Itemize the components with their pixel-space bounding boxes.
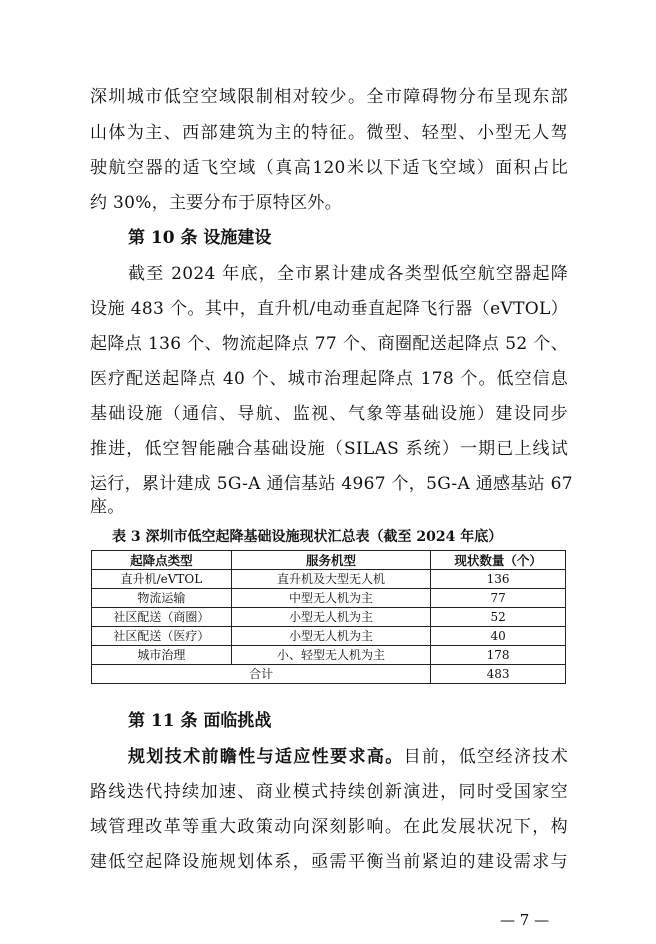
paragraph-1-line-2: 山体为主、西部建筑为主的特征。微型、轻型、小型无人驾 xyxy=(90,123,568,143)
cell-landing-type: 社区配送（商圈） xyxy=(92,608,232,627)
cell-total-label: 合计 xyxy=(92,665,431,684)
header-current-count: 现状数量（个） xyxy=(431,551,566,570)
table-header-row xyxy=(92,551,566,570)
paragraph-2-line-4: 医疗配送起降点 40 个、城市治理起降点 178 个。低空信息 xyxy=(90,369,568,389)
paragraph-2-line-8: 座。 xyxy=(90,497,125,517)
paragraph-3-line-4: 建低空起降设施规划体系，亟需平衡当前紧迫的建设需求与 xyxy=(90,852,568,872)
header-aircraft-type: 服务机型 xyxy=(231,551,430,570)
table-row xyxy=(92,608,566,627)
header-landing-type: 起降点类型 xyxy=(92,551,232,570)
table-row xyxy=(92,570,566,589)
paragraph-1-line-1: 深圳城市低空空域限制相对较少。全市障碍物分布呈现东部 xyxy=(90,87,568,107)
paragraph-3-line-1 xyxy=(128,746,568,768)
cell-landing-type: 物流运输 xyxy=(92,589,232,608)
cell-count: 52 xyxy=(431,608,566,627)
table-row xyxy=(92,646,566,665)
cell-aircraft-type: 小、轻型无人机为主 xyxy=(231,646,430,665)
cell-aircraft-type: 小型无人机为主 xyxy=(231,608,430,627)
paragraph-2-line-3: 起降点 136 个、物流起降点 77 个、商圈配送起降点 52 个、 xyxy=(90,334,568,354)
page-number: — 7 — xyxy=(500,911,550,929)
cell-count: 178 xyxy=(431,646,566,665)
article-10-heading: 第 10 条 设施建设 xyxy=(128,228,272,248)
paragraph-2-line-7: 运行，累计建成 5G-A 通信基站 4967 个，5G-A 通感基站 67 xyxy=(90,474,573,494)
cell-landing-type: 城市治理 xyxy=(92,646,232,665)
cell-aircraft-type: 小型无人机为主 xyxy=(231,627,430,646)
paragraph-2-line-2: 设施 483 个。其中，直升机/电动垂直起降飞行器（eVTOL） xyxy=(90,299,568,319)
table-row xyxy=(92,589,566,608)
paragraph-1-line-4: 约 30%，主要分布于原特区外。 xyxy=(90,193,342,213)
paragraph-2-line-5: 基础设施（通信、导航、监视、气象等基础设施）建设同步 xyxy=(90,404,568,424)
table-3-caption: 表 3 深圳市低空起降基础设施现状汇总表（截至 2024 年底） xyxy=(112,529,503,545)
paragraph-3-bold-lead: 规划技术前瞻性与适应性要求高。 xyxy=(128,747,404,767)
cell-landing-type: 社区配送（医疗） xyxy=(92,627,232,646)
paragraph-2-line-6: 推进，低空智能融合基础设施（SILAS 系统）一期已上线试 xyxy=(90,439,568,459)
paragraph-3-line-3: 域管理改革等重大政策动向深刻影响。在此发展状况下，构 xyxy=(90,817,568,837)
cell-count: 40 xyxy=(431,627,566,646)
cell-total-value: 483 xyxy=(431,665,566,684)
table-row xyxy=(92,627,566,646)
facilities-summary-table xyxy=(91,550,566,684)
paragraph-2-line-1: 截至 2024 年底，全市累计建成各类型低空航空器起降 xyxy=(128,264,568,284)
table-total-row xyxy=(92,665,566,684)
article-11-heading: 第 11 条 面临挑战 xyxy=(128,711,272,731)
paragraph-1-line-3: 驶航空器的适飞空域（真高120米以下适飞空域）面积占比 xyxy=(90,158,568,178)
cell-count: 77 xyxy=(431,589,566,608)
paragraph-3-line-1-rest: 目前，低空经济技术 xyxy=(403,747,568,767)
cell-aircraft-type: 直升机及大型无人机 xyxy=(231,570,430,589)
cell-landing-type: 直升机/eVTOL xyxy=(92,570,232,589)
paragraph-3-line-2: 路线迭代持续加速、商业模式持续创新演进，同时受国家空 xyxy=(90,782,568,802)
cell-count: 136 xyxy=(431,570,566,589)
cell-aircraft-type: 中型无人机为主 xyxy=(231,589,430,608)
